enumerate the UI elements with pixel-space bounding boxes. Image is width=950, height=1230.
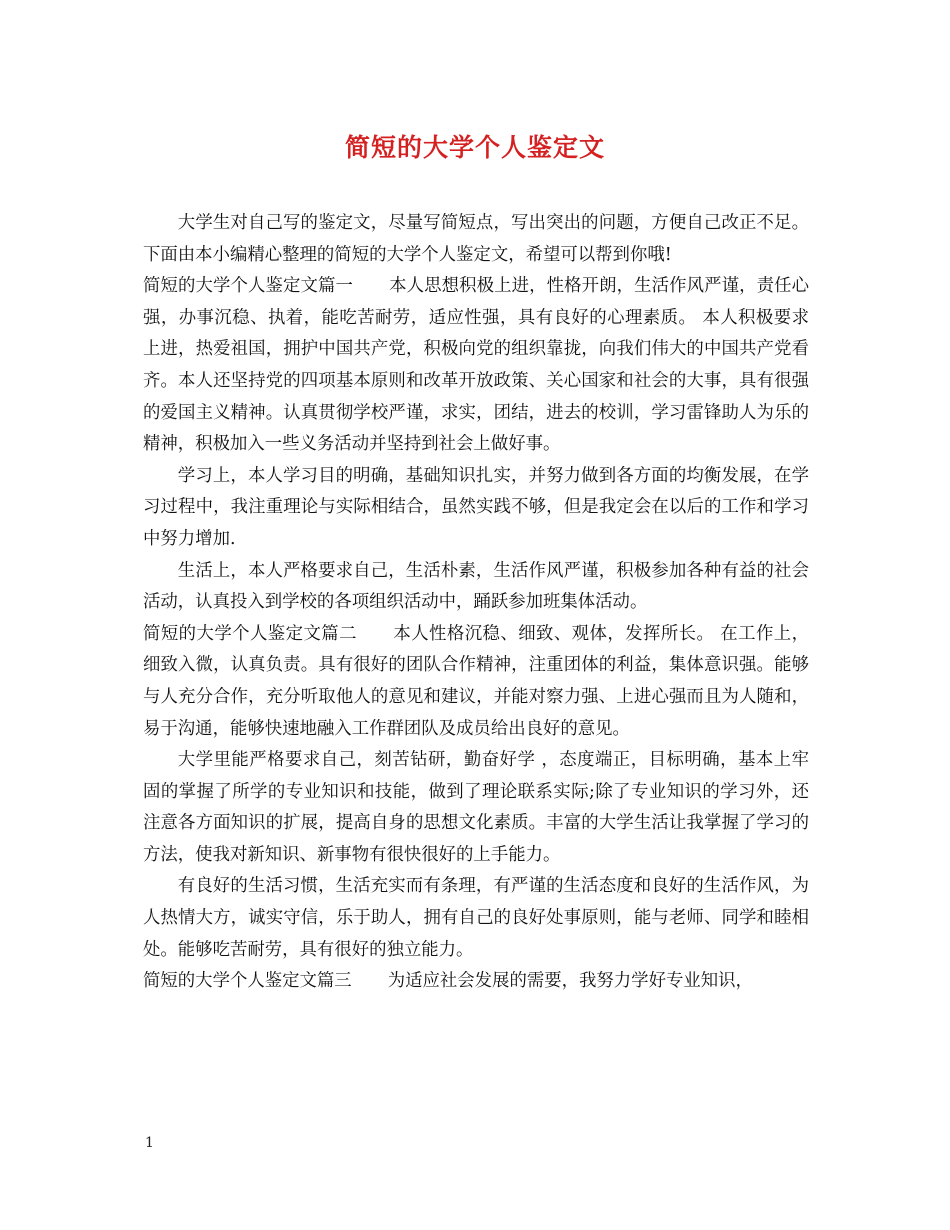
paragraph-habits bbox=[143, 871, 809, 966]
page-number: 1 bbox=[145, 1135, 154, 1151]
section-heading: 简短的大学个人鉴定文篇二 bbox=[143, 623, 357, 644]
paragraph-text: 本人性格沉稳、细致、观体，发挥所长。 在工作上，细致入微，认真负责。具有很好的团队合作精神，注重团体的利益，集体意识强。能够与人充分合作，充分听取他人的意见和建议，并能对察力强、上进心强而且为人随和，易于沟通，能够快速地融入工作群团队及成员给出良好的意见。 bbox=[143, 623, 809, 739]
paragraph-text: 生活上，本人严格要求自己，生活朴素，生活作风严谨，积极参加各种有益的社会活动，认真投入到学校的各项组织活动中，踊跃参加班集体活动。 bbox=[143, 560, 809, 613]
paragraph-section-1 bbox=[143, 271, 809, 461]
paragraph-text: 为适应社会发展的需要，我努力学好专业知识， bbox=[387, 971, 753, 992]
paragraph-life bbox=[143, 556, 809, 619]
paragraph-text: 有良好的生活习惯，生活充实而有条理，有严谨的生活态度和良好的生活作风，为人热情大方，诚实守信，乐于助人，拥有自己的良好处事原则，能与老师、同学和睦相处。能够吃苦耐劳，具有很好的独立能力。 bbox=[143, 876, 809, 960]
paragraph-text: 学习上，本人学习目的明确，基础知识扎实，并努力做到各方面的均衡发展，在学习过程中，我注重理论与实际相结合，虽然实践不够，但是我定会在以后的工作和学习中努力增加. bbox=[143, 465, 809, 549]
paragraph-intro bbox=[143, 208, 809, 271]
paragraph-text: 本人思想积极上进，性格开朗，生活作风严谨，责任心强，办事沉稳、执着，能吃苦耐劳，适应性强，具有良好的心理素质。 本人积极要求上进，热爱祖国，拥护中国共产党，积极向党的组织靠拢，向我们伟大的中国共产党看齐。本人还坚持党的四项基本原则和改革开放政策、关心国家和社会的大事，具有很强的爱国主义精神。认真贯彻学校严谨，求实，团结，进去的校训，学习雷锋助人为乐的精神，积极加入一些义务活动并坚持到社会上做好事。 bbox=[143, 276, 809, 455]
paragraph-section-3 bbox=[143, 966, 809, 998]
paragraph-text: 大学生对自己写的鉴定文，尽量写简短点，写出突出的问题，方便自己改正不足。下面由本小编精心整理的简短的大学个人鉴定文，希望可以帮到你哦! bbox=[143, 213, 809, 265]
paragraph-section-2 bbox=[143, 619, 809, 745]
section-heading: 简短的大学个人鉴定文篇三 bbox=[143, 971, 352, 992]
section-heading: 简短的大学个人鉴定文篇一 bbox=[143, 276, 353, 297]
paragraph-university bbox=[143, 745, 809, 871]
paragraph-text: 大学里能严格要求自己，刻苦钻研，勤奋好学 ，态度端正，目标明确，基本上牢固的掌握了所学的专业知识和技能，做到了理论联系实际;除了专业知识的学习外，还注意各方面知识的扩展，提高自身的思想文化素质。丰富的大学生活让我掌握了学习的方法，使我对新知识、新事物有很快很好的上手能力。 bbox=[143, 750, 809, 865]
paragraph-study bbox=[143, 461, 809, 556]
document-title: 简短的大学个人鉴定文 bbox=[344, 133, 605, 162]
document-body bbox=[143, 208, 809, 998]
